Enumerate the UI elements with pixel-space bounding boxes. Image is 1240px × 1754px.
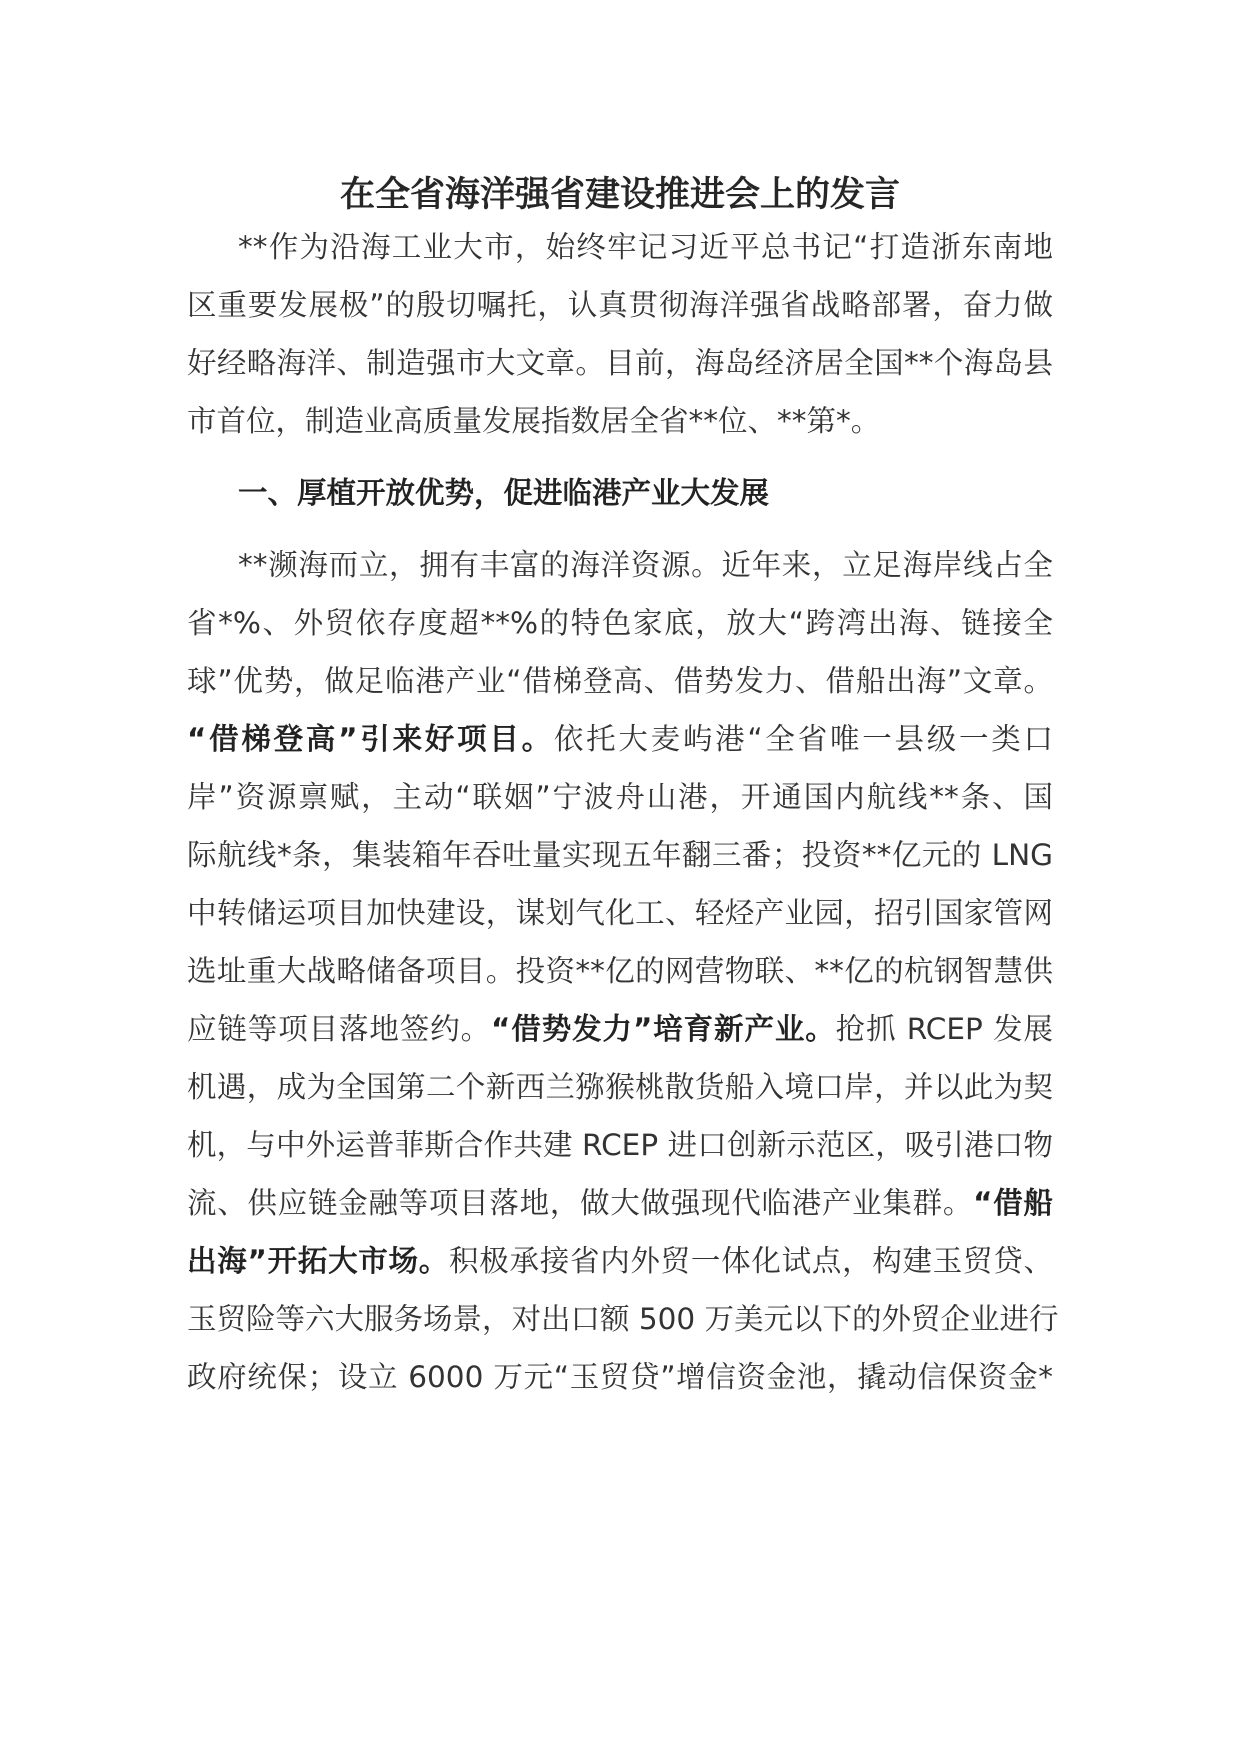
intro-line: **作为沿海工业大市，始终牢记习近平总书记“打造浙东南地: [238, 230, 1053, 264]
body-line: “借梯登高”引来好项目。依托大麦屿港“全省唯一县级一类口: [187, 722, 1053, 756]
section-heading: 一、厚植开放优势，促进临港产业大发展: [238, 476, 770, 510]
body-line: 中转储运项目加快建设，谋划气化工、轻烃产业园，招引国家管网: [187, 896, 1053, 930]
body-line: 选址重大战略储备项目。投资**亿的网营物联、**亿的杭钢智慧供: [187, 954, 1053, 988]
body-line: 机，与中外运普菲斯合作共建 RCEP 进口创新示范区，吸引港口物: [187, 1128, 1053, 1162]
body-line: 流、供应链金融等项目落地，做大做强现代临港产业集群。“借船: [187, 1186, 1053, 1220]
bold-lead: “借船: [973, 1186, 1053, 1220]
intro-line: 区重要发展极”的殷切嘱托，认真贯彻海洋强省战略部署，奋力做: [187, 288, 1053, 322]
body-line: 岸”资源禀赋，主动“联姻”宁波舟山港，开通国内航线**条、国: [187, 780, 1053, 814]
document-title: 在全省海洋强省建设推进会上的发言: [339, 175, 900, 215]
body-line: 出海”开拓大市场。积极承接省内外贸一体化试点，构建玉贸贷、: [187, 1244, 1053, 1278]
bold-lead: “借梯登高”引来好项目。: [187, 722, 554, 756]
body-line: 球”优势，做足临港产业“借梯登高、借势发力、借船出海”文章。: [187, 664, 1053, 698]
body-line: **濒海而立，拥有丰富的海洋资源。近年来，立足海岸线占全: [238, 548, 1053, 582]
body-line: 际航线*条，集装箱年吞吐量实现五年翻三番；投资**亿元的 LNG: [187, 838, 1053, 872]
intro-line: 好经略海洋、制造强市大文章。目前，海岛经济居全国**个海岛县: [187, 346, 1053, 380]
body-line: 玉贸险等六大服务场景，对出口额 500 万美元以下的外贸企业进行: [187, 1302, 1059, 1336]
body-line: 机遇，成为全国第二个新西兰猕猴桃散货船入境口岸，并以此为契: [187, 1070, 1053, 1104]
body-line: 应链等项目落地签约。“借势发力”培育新产业。抢抓 RCEP 发展: [187, 1012, 1053, 1046]
bold-lead: 出海”开拓大市场。: [187, 1244, 450, 1278]
intro-line: 市首位，制造业高质量发展指数居全省**位、**第*。: [187, 404, 881, 438]
bold-lead: “借势发力”培育新产业。: [491, 1012, 836, 1046]
body-line: 省*%、外贸依存度超**%的特色家底，放大“跨湾出海、链接全: [187, 606, 1053, 640]
body-line: 政府统保；设立 6000 万元“玉贸贷”增信资金池，撬动信保资金*: [187, 1360, 1053, 1394]
